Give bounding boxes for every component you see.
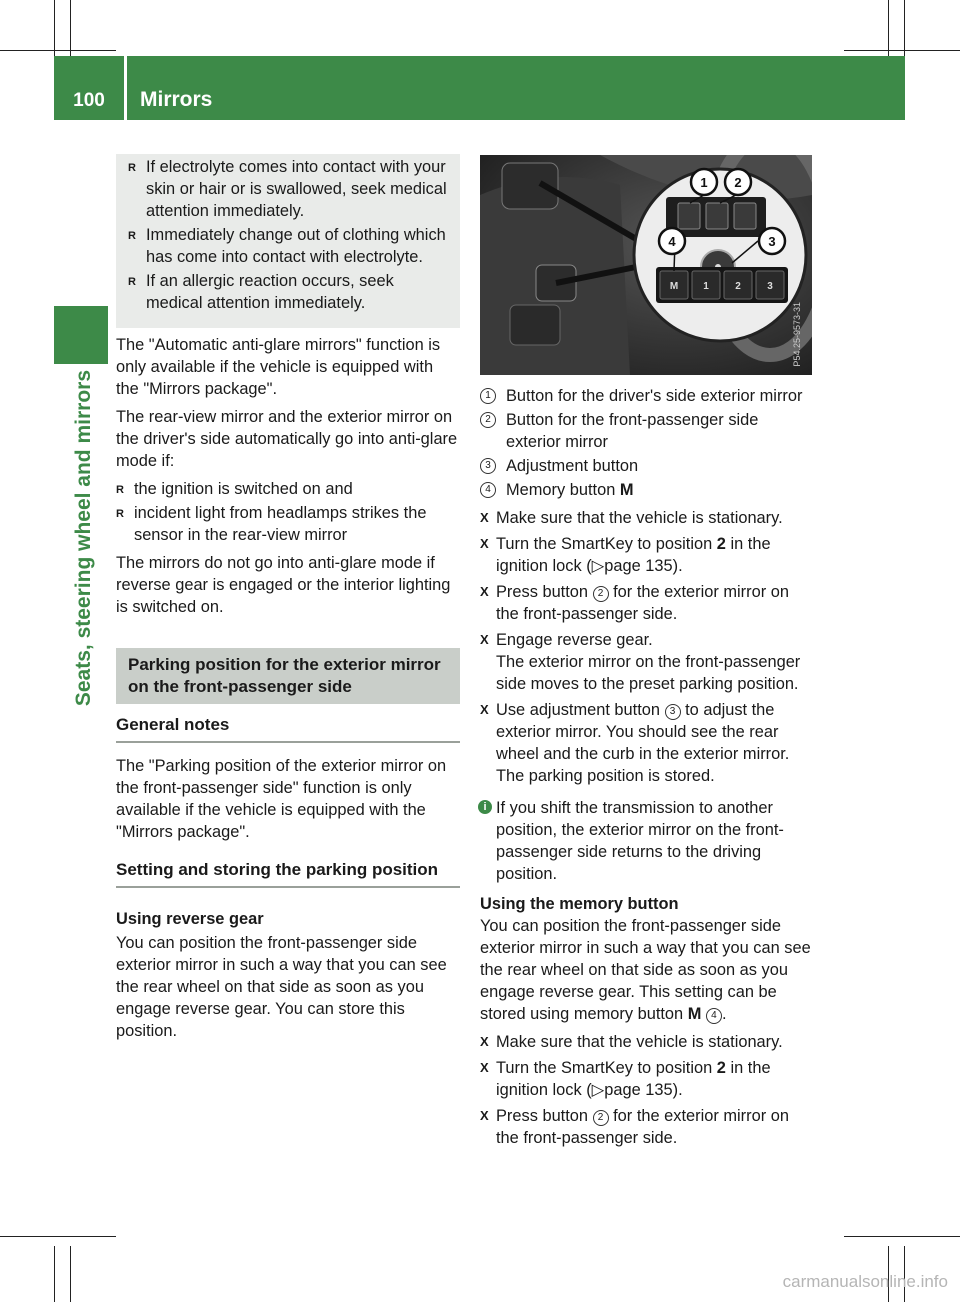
list-item: X Make sure that the vehicle is stationary.	[480, 507, 814, 529]
step-text: Turn the SmartKey to position	[496, 1059, 717, 1077]
right-column	[480, 155, 814, 1155]
page-ref-arrow-icon: ▷	[591, 1081, 605, 1099]
legend-text: Button for the front-passenger side exterior mirror	[506, 411, 759, 451]
info-note	[480, 797, 814, 885]
header-divider	[124, 56, 127, 120]
step-text: in the ignition lock (	[496, 1059, 771, 1099]
callout-number: 4	[706, 1008, 722, 1024]
chapter-label: Seats, steering wheel and mirrors	[72, 370, 95, 707]
list-item	[480, 1105, 814, 1149]
warning-box	[116, 154, 460, 328]
list-item	[480, 581, 814, 625]
list-item: X Make sure that the vehicle is stationary.	[480, 1031, 814, 1053]
paragraph: You can position the front-passenger side exterior mirror in such a way that you can see the rear wheel on that side as soon as you engage reverse gear. You can store this position.	[116, 934, 447, 1040]
chapter-tab	[54, 306, 108, 364]
crop-mark	[0, 1236, 116, 1237]
page-ref-arrow-icon: ▷	[591, 557, 605, 575]
crop-mark	[844, 1236, 960, 1237]
page-reference[interactable]: page 135	[604, 557, 673, 575]
step-text: ).	[672, 1081, 683, 1099]
legend-text: Button for the driver's side exterior mirror	[506, 387, 803, 405]
paragraph: The mirrors do not go into anti-glare mode if reverse gear is engaged or the interior lighting is switched on.	[116, 554, 451, 616]
callout-1: 1	[700, 175, 708, 190]
step-text: ).	[672, 557, 683, 575]
section-heading: Parking position for the exterior mirror on the front-passenger side	[116, 648, 460, 704]
crop-mark	[844, 50, 960, 51]
callout-number: 3	[480, 458, 496, 474]
list-item	[480, 1057, 814, 1101]
crop-mark	[888, 0, 889, 56]
info-icon: i	[478, 800, 492, 814]
list-item	[480, 409, 814, 453]
step-text: for the exterior mirror on the front-passenger side.	[496, 583, 789, 623]
crop-mark	[54, 1246, 55, 1302]
callout-number: 2	[593, 586, 609, 602]
crop-mark	[904, 0, 905, 56]
subheading: Using reverse gear	[116, 910, 264, 928]
list-item	[480, 533, 814, 577]
warning-list	[128, 156, 452, 314]
instruction-steps	[480, 507, 814, 787]
key-label-1: 1	[703, 281, 709, 292]
figure-legend	[480, 385, 814, 501]
crop-mark	[70, 1246, 71, 1302]
page-number: 100	[73, 90, 105, 111]
list-item	[480, 455, 814, 477]
step-text: Press button	[496, 1107, 593, 1125]
key-label-3: 3	[767, 281, 773, 292]
info-text: If you shift the transmission to another position, the exterior mirror on the front-passenger side returns to the driving position.	[496, 799, 784, 883]
key-label-m: M	[669, 281, 679, 292]
callout-number: 4	[480, 482, 496, 498]
step-note: The exterior mirror on the front-passenger side moves to the preset parking position.	[496, 653, 801, 693]
callout-number: 1	[480, 388, 496, 404]
left-column	[116, 154, 460, 1048]
memory-key-label: M	[619, 481, 634, 499]
legend-text: Adjustment button	[506, 457, 639, 475]
figure-reference: P54.25-9573-31	[792, 302, 802, 367]
memory-key-label: M	[687, 1005, 702, 1023]
page-reference[interactable]: page 135	[604, 1081, 673, 1099]
list-item: R If electrolyte comes into contact with your skin or hair or is swallowed, seek medical attention immediately.	[128, 156, 452, 222]
paragraph-text: You can position the front-passenger side exterior mirror in such a way that you can see the rear wheel on that side as soon as you engage reverse gear. This setting can be stored using memory button	[480, 917, 811, 1023]
footer-watermark[interactable]: carmanualsonline.info	[782, 1272, 948, 1291]
legend-text: Memory button	[506, 481, 616, 499]
step-text: Engage reverse gear.	[496, 631, 653, 649]
list-item: R Immediately change out of clothing which has come into contact with electrolyte.	[128, 224, 452, 268]
crop-mark	[0, 50, 116, 51]
step-text: Use adjustment button	[496, 701, 665, 719]
list-item: R the ignition is switched on and	[116, 478, 460, 500]
callout-2: 2	[734, 175, 742, 190]
step-text: for the exterior mirror on the front-passenger side.	[496, 1107, 789, 1147]
key-label-2: 2	[735, 281, 741, 292]
list-item: R If an allergic reaction occurs, seek medical attention immediately.	[128, 270, 452, 314]
list-item	[480, 699, 814, 787]
subsection-heading: General notes	[116, 714, 460, 743]
paragraph: The "Parking position of the exterior mirror on the front-passenger side" function is only available if the vehicle is equipped with the "Mirrors package".	[116, 757, 447, 841]
instruction-steps	[480, 1031, 814, 1149]
callout-number: 2	[480, 412, 496, 428]
paragraph-text: .	[721, 1005, 727, 1023]
step-text: in the ignition lock (	[496, 535, 771, 575]
subsection-heading: Setting and storing the parking position	[116, 859, 460, 888]
condition-list	[116, 478, 460, 546]
paragraph	[480, 915, 814, 1025]
page-header	[54, 56, 905, 120]
step-text: to adjust the exterior mirror. You should see the rear wheel and the curb in the exterior mirror.	[496, 701, 790, 763]
crop-mark	[54, 0, 55, 56]
subheading: Using the memory button	[480, 895, 679, 913]
list-item	[480, 479, 814, 501]
crop-mark	[70, 0, 71, 56]
step-text: Turn the SmartKey to position	[496, 535, 717, 553]
callout-4: 4	[668, 234, 676, 249]
door-panel-figure	[480, 155, 812, 375]
list-item: R incident light from headlamps strikes the sensor in the rear-view mirror	[116, 502, 460, 546]
step-bold: 2	[716, 1059, 726, 1077]
step-note: The parking position is stored.	[496, 767, 715, 785]
paragraph: The rear-view mirror and the exterior mirror on the driver's side automatically go into anti-glare mode if:	[116, 408, 458, 470]
paragraph: The "Automatic anti-glare mirrors" function is only available if the vehicle is equipped with the "Mirrors package".	[116, 336, 441, 398]
list-item	[480, 629, 814, 695]
page-title: Mirrors	[140, 88, 213, 111]
callout-number: 3	[665, 704, 681, 720]
callout-3: 3	[768, 234, 776, 249]
callout-number: 2	[593, 1110, 609, 1126]
list-item	[480, 385, 814, 407]
mirror-controls-illustration	[480, 155, 812, 375]
step-text: Press button	[496, 583, 593, 601]
step-bold: 2	[716, 535, 726, 553]
